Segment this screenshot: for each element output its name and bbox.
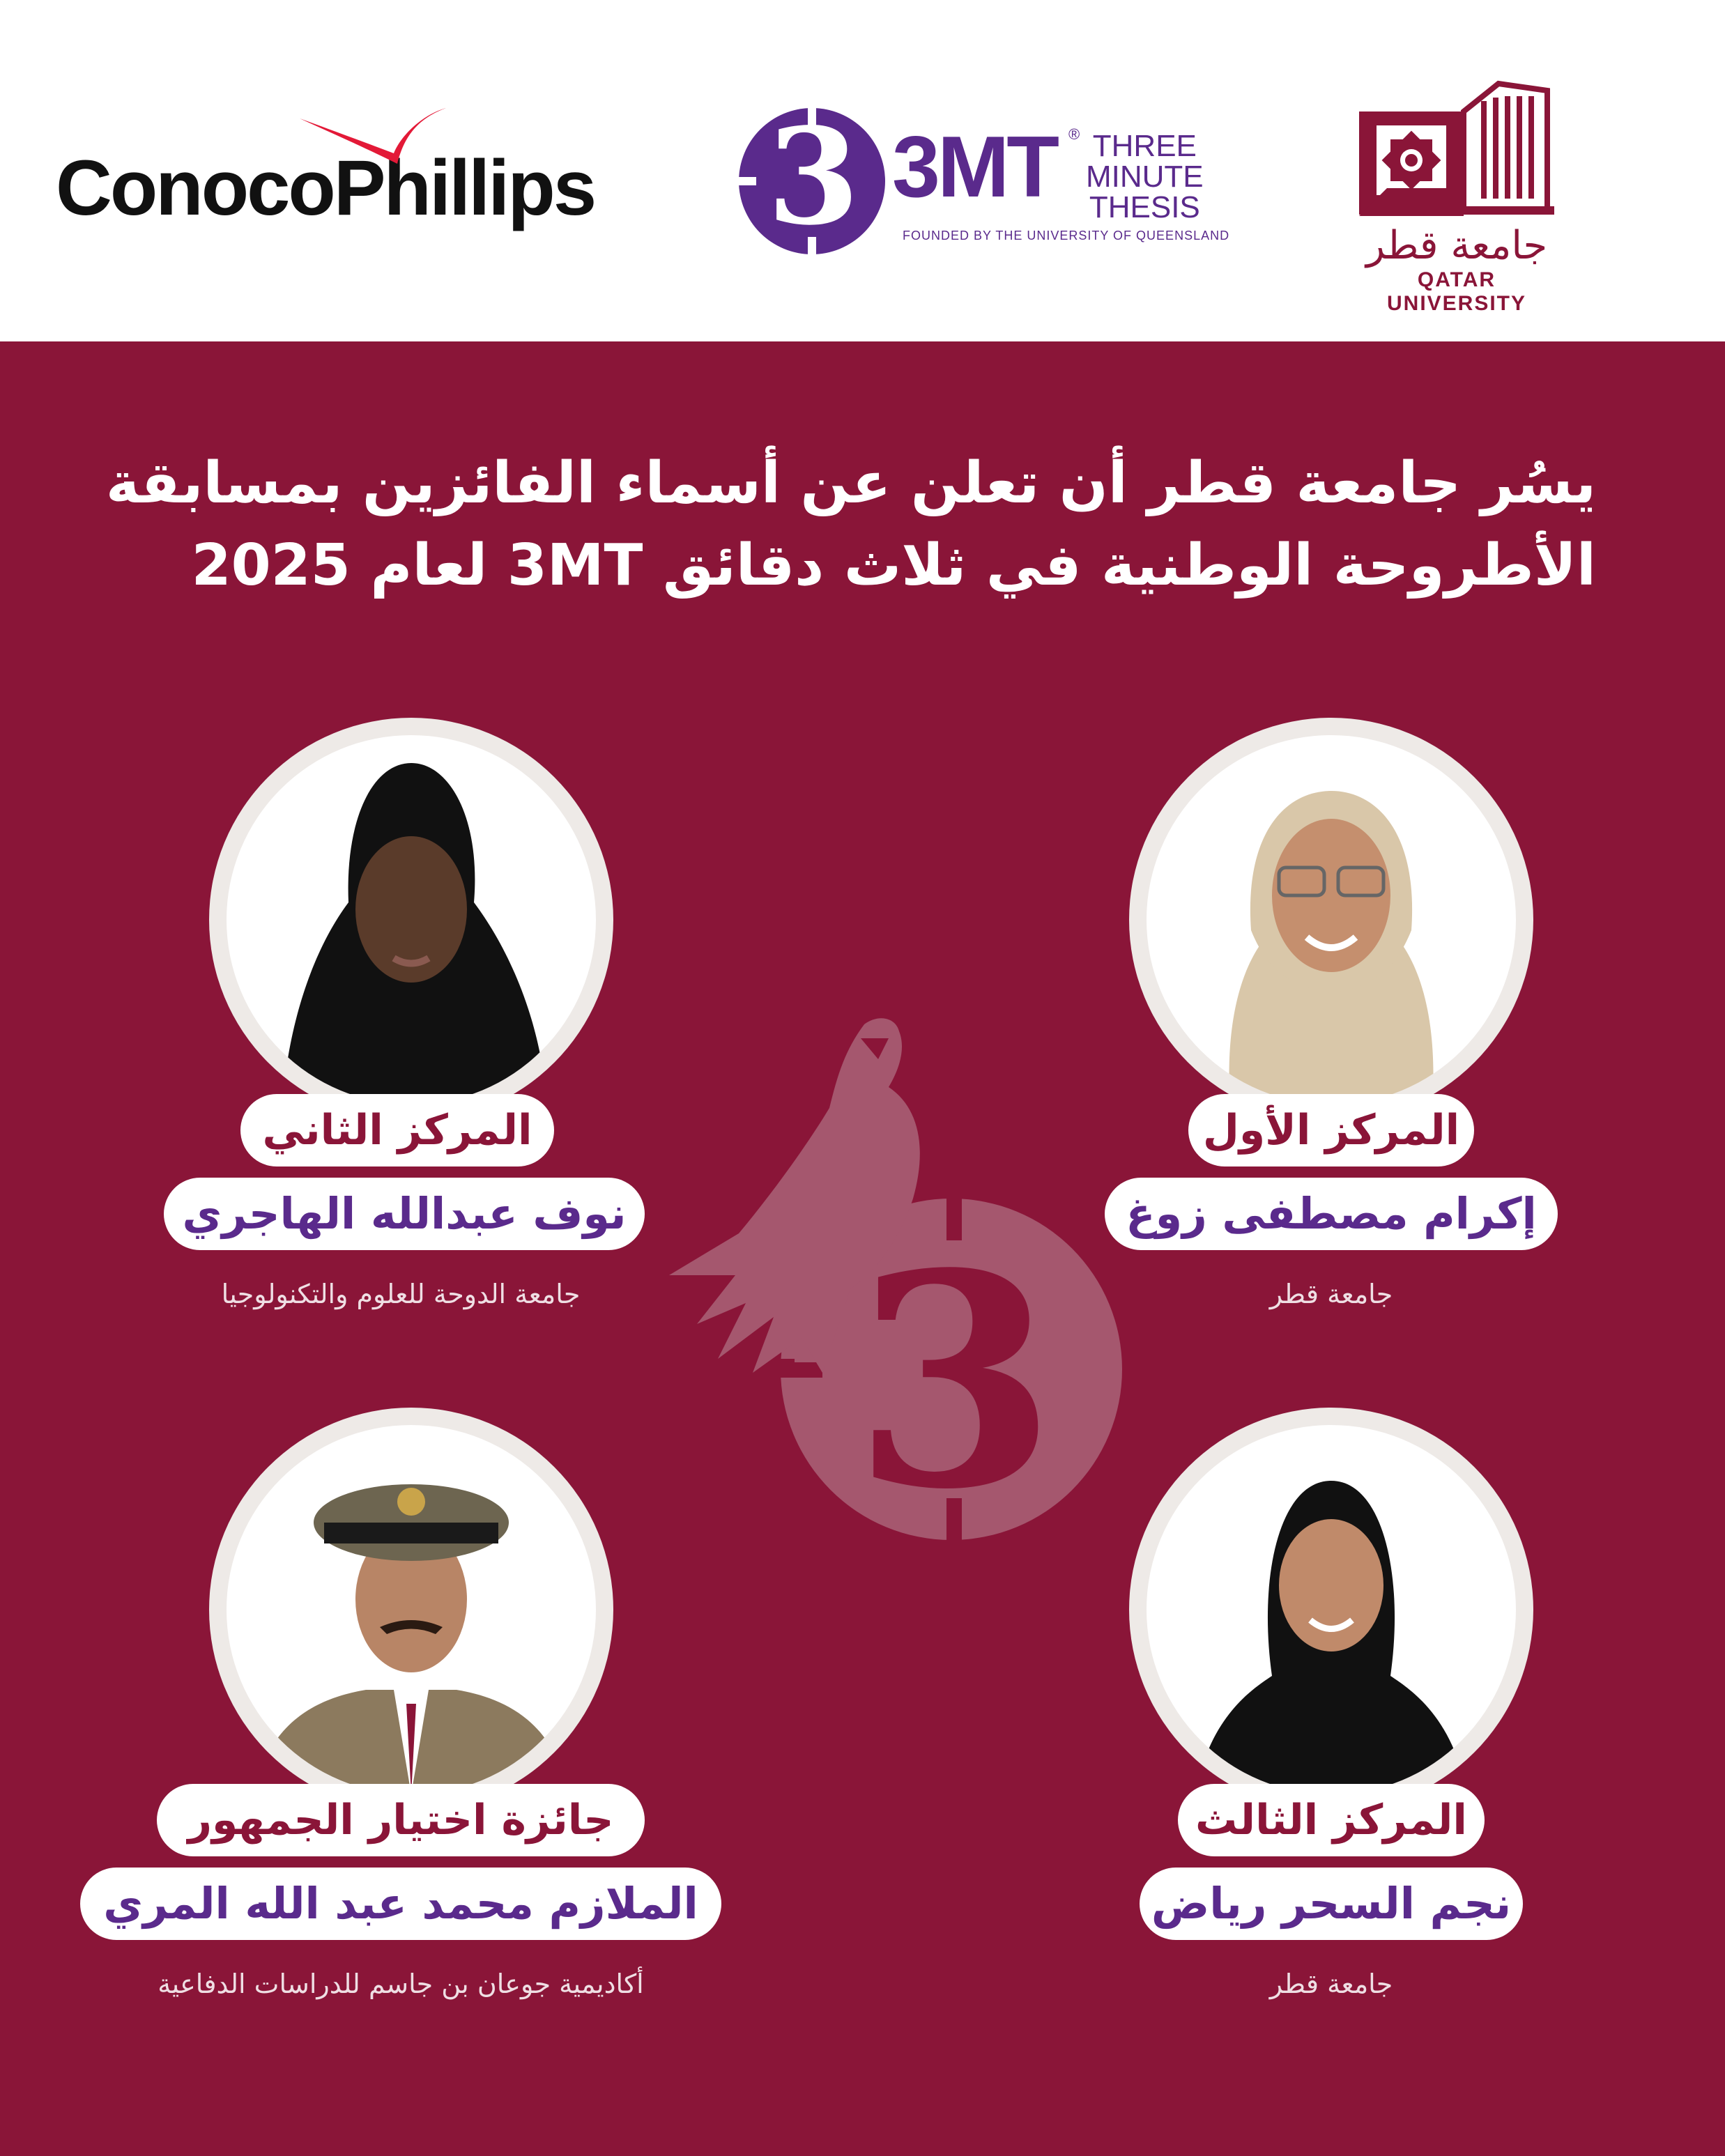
winner-photo	[209, 1408, 613, 1812]
winner-card-first	[1052, 718, 1680, 1415]
three-minute-thesis-logo	[735, 105, 1230, 258]
qatar-university-building-icon	[1359, 70, 1554, 216]
winner-institution: جامعة قطر	[1269, 1969, 1393, 1999]
emblem-numeral: 3	[852, 1210, 1057, 1554]
winner-name-badge: نوف عبدالله الهاجري	[164, 1178, 645, 1250]
qatar-university-english-name: QATAR UNIVERSITY	[1386, 268, 1527, 315]
conocophillips-swoosh-icon	[296, 105, 450, 167]
winner-card-second	[139, 718, 767, 1415]
3mt-tagline-line: MINUTE	[1086, 160, 1204, 194]
winner-card-audience-choice	[70, 1408, 767, 2104]
conocophillips-wordmark: ConocoPhillips	[56, 144, 595, 231]
conocophillips-logo	[56, 105, 595, 231]
winner-institution: جامعة الدوحة للعلوم والتكنولوجيا	[221, 1279, 581, 1309]
3mt-clock-icon	[735, 105, 889, 258]
headline-line-2: الأطروحة الوطنية في ثلاث دقائق 3MT لعام 2025	[191, 532, 1596, 599]
3mt-tagline-line: THREE	[1092, 129, 1197, 163]
winner-rank-badge: جائزة اختيار الجمهور	[157, 1784, 645, 1856]
3mt-wordmark: 3MT	[892, 119, 1057, 215]
winner-photo	[209, 718, 613, 1122]
headline-line-1: يسُر جامعة قطر أن تعلن عن أسماء الفائزين بمسابقة	[105, 450, 1596, 516]
winner-name-badge: إكرام مصطفى زوغ	[1105, 1178, 1558, 1250]
portrait-image	[227, 1425, 596, 1794]
winner-photo	[1129, 1408, 1533, 1812]
winner-card-third	[1052, 1408, 1680, 2104]
qatar-university-arabic-name: جامعة قطر	[1365, 223, 1548, 268]
winner-rank-badge: المركز الثاني	[240, 1094, 554, 1166]
3mt-registered-mark: ®	[1068, 125, 1080, 143]
3mt-numeral: 3	[767, 105, 860, 254]
portrait-image	[227, 735, 596, 1104]
winner-institution: أكاديمية جوعان بن جاسم للدراسات الدفاعية	[158, 1969, 644, 1999]
3mt-tagline-line: THESIS	[1089, 190, 1200, 224]
qatar-university-logo	[1345, 70, 1568, 315]
portrait-image	[1147, 1425, 1516, 1794]
winner-rank-badge: المركز الأول	[1188, 1094, 1474, 1166]
announcement-headline	[105, 442, 1596, 607]
winner-name-badge: نجم السحر رياض	[1140, 1868, 1523, 1940]
3mt-tagline	[1086, 131, 1204, 223]
announcement-panel	[0, 341, 1725, 2156]
winner-institution: جامعة قطر	[1269, 1279, 1393, 1309]
winner-name-badge: الملازم محمد عبد الله المري	[80, 1868, 721, 1940]
logo-header	[0, 0, 1725, 341]
portrait-image	[1147, 735, 1516, 1104]
winner-photo	[1129, 718, 1533, 1122]
3mt-founded-text: FOUNDED BY THE UNIVERSITY OF QUEENSLAND	[903, 229, 1230, 242]
winner-rank-badge: المركز الثالث	[1178, 1784, 1485, 1856]
